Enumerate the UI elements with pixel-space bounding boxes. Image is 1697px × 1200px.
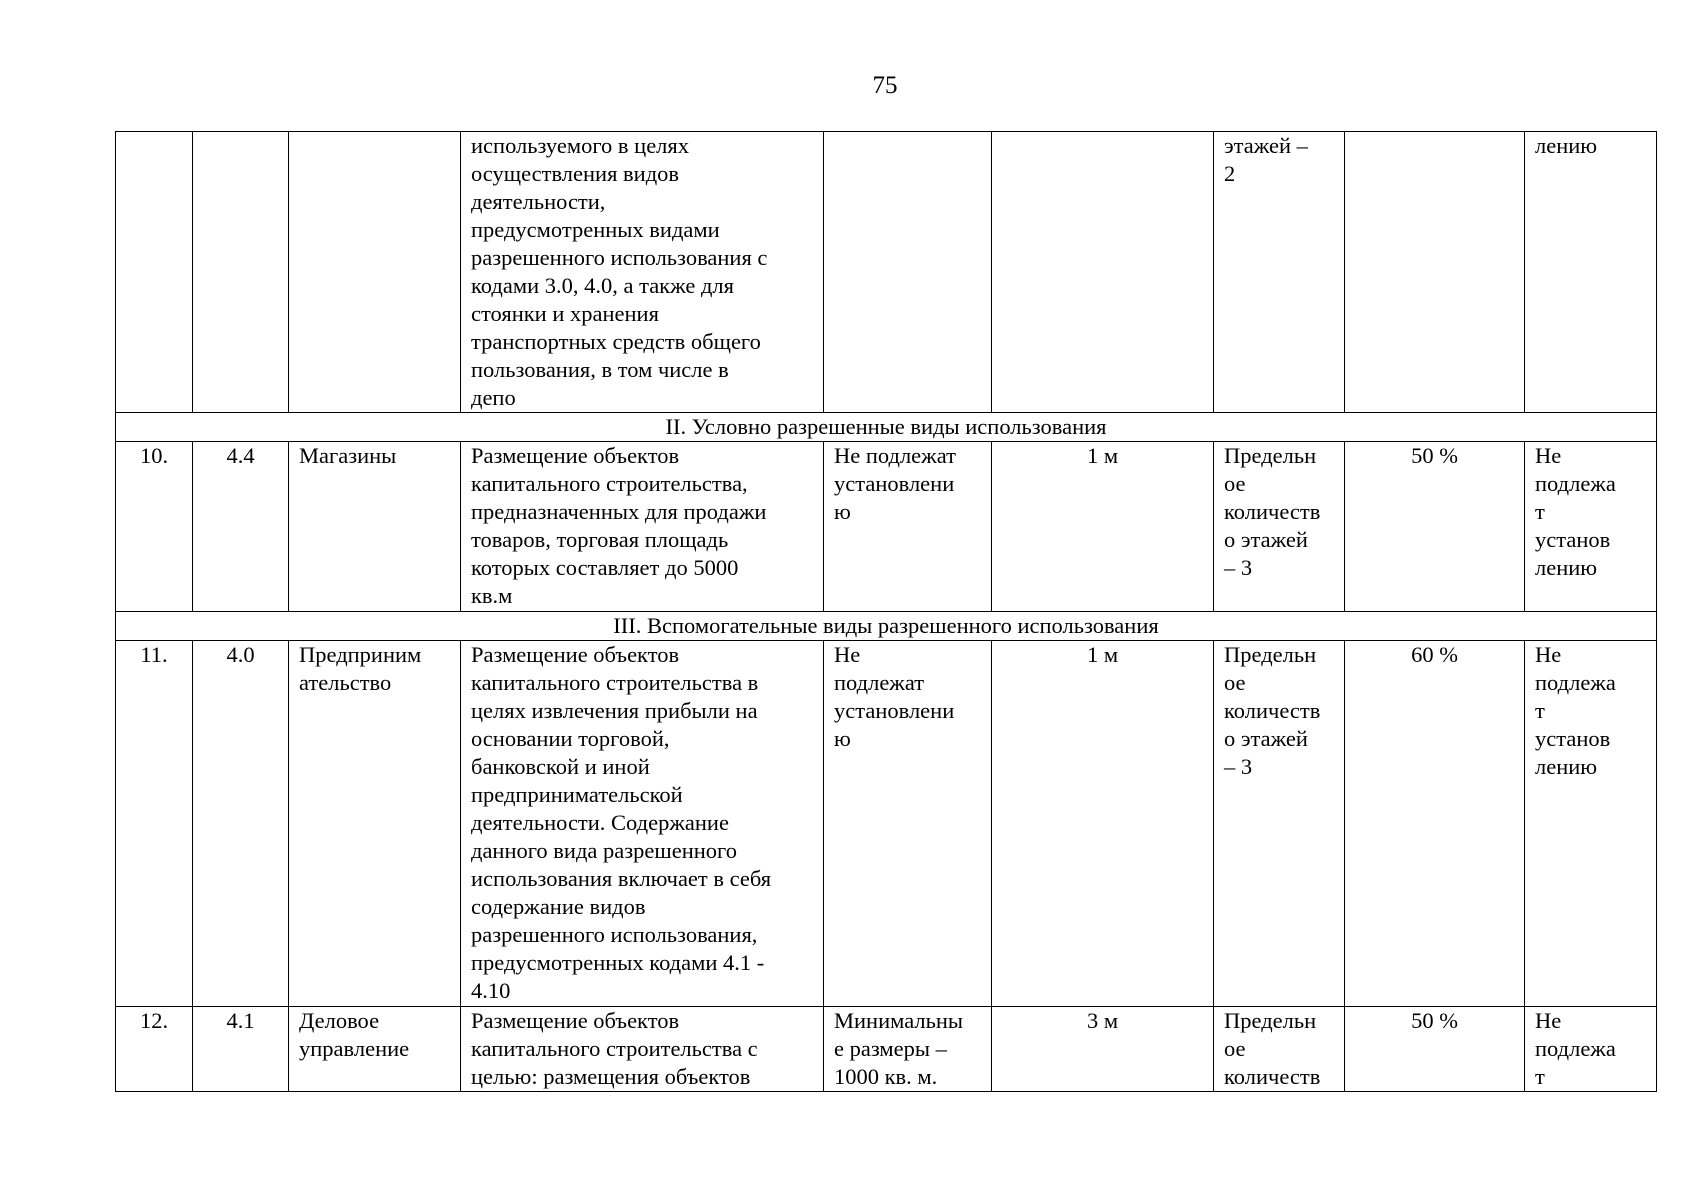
cell-setback: 1 м xyxy=(992,641,1214,1007)
section-header-row xyxy=(116,612,1657,641)
table-row-continuation xyxy=(116,132,1657,413)
section-title-auxiliary: III. Вспомогательные виды разрешенного использования xyxy=(116,612,1657,641)
cell-code: 4.4 xyxy=(193,442,289,612)
cell-floors: Предельн ое количеств о этажей – 3 xyxy=(1214,641,1345,1007)
cell-coverage: 50 % xyxy=(1345,1007,1525,1092)
cell-note: Не подлежа т xyxy=(1525,1007,1657,1092)
cell-description: Размещение объектов капитального строительства в целях извлечения прибыли на основании торговой, банковской и иной предпринимательской деятельности. Содержание данного вида разрешенного использования включает в себя содержание видов разрешенного использования, предусмотренных кодами 4.1 - 4.10 xyxy=(461,641,824,1007)
cell-area xyxy=(824,132,992,413)
section-header-row xyxy=(116,413,1657,442)
cell-floors: Предельн ое количеств xyxy=(1214,1007,1345,1092)
table-row xyxy=(116,641,1657,1007)
cell-name: Предприним ательство xyxy=(289,641,461,1007)
land-use-table xyxy=(115,131,1657,1092)
cell-coverage: 50 % xyxy=(1345,442,1525,612)
cell-description: используемого в целях осуществления видов деятельности, предусмотренных видами разрешенного использования с кодами 3.0, 4.0, а также для стоянки и хранения транспортных средств общего пользования, в том числе в депо xyxy=(461,132,824,413)
cell-area: Не подлежат установлени ю xyxy=(824,641,992,1007)
cell-note: Не подлежа т установ лению xyxy=(1525,641,1657,1007)
cell-note: Не подлежа т установ лению xyxy=(1525,442,1657,612)
cell-name: Деловое управление xyxy=(289,1007,461,1092)
cell-code: 4.0 xyxy=(193,641,289,1007)
cell-note: лению xyxy=(1525,132,1657,413)
cell-code xyxy=(193,132,289,413)
cell-floors: Предельн ое количеств о этажей – 3 xyxy=(1214,442,1345,612)
table-row xyxy=(116,1007,1657,1092)
cell-coverage xyxy=(1345,132,1525,413)
cell-area: Не подлежат установлени ю xyxy=(824,442,992,612)
cell-num: 12. xyxy=(116,1007,193,1092)
cell-name: Магазины xyxy=(289,442,461,612)
page-number: 75 xyxy=(872,72,898,99)
cell-code: 4.1 xyxy=(193,1007,289,1092)
cell-setback xyxy=(992,132,1214,413)
cell-num: 10. xyxy=(116,442,193,612)
table-row xyxy=(116,442,1657,612)
cell-floors: этажей – 2 xyxy=(1214,132,1345,413)
cell-num xyxy=(116,132,193,413)
cell-setback: 3 м xyxy=(992,1007,1214,1092)
cell-area: Минимальны е размеры – 1000 кв. м. xyxy=(824,1007,992,1092)
cell-coverage: 60 % xyxy=(1345,641,1525,1007)
cell-name xyxy=(289,132,461,413)
cell-setback: 1 м xyxy=(992,442,1214,612)
cell-description: Размещение объектов капитального строительства с целью: размещения объектов xyxy=(461,1007,824,1092)
cell-num: 11. xyxy=(116,641,193,1007)
cell-description: Размещение объектов капитального строительства, предназначенных для продажи товаров, торговая площадь которых составляет до 5000 кв.м xyxy=(461,442,824,612)
section-title-conditional: II. Условно разрешенные виды использования xyxy=(116,413,1657,442)
